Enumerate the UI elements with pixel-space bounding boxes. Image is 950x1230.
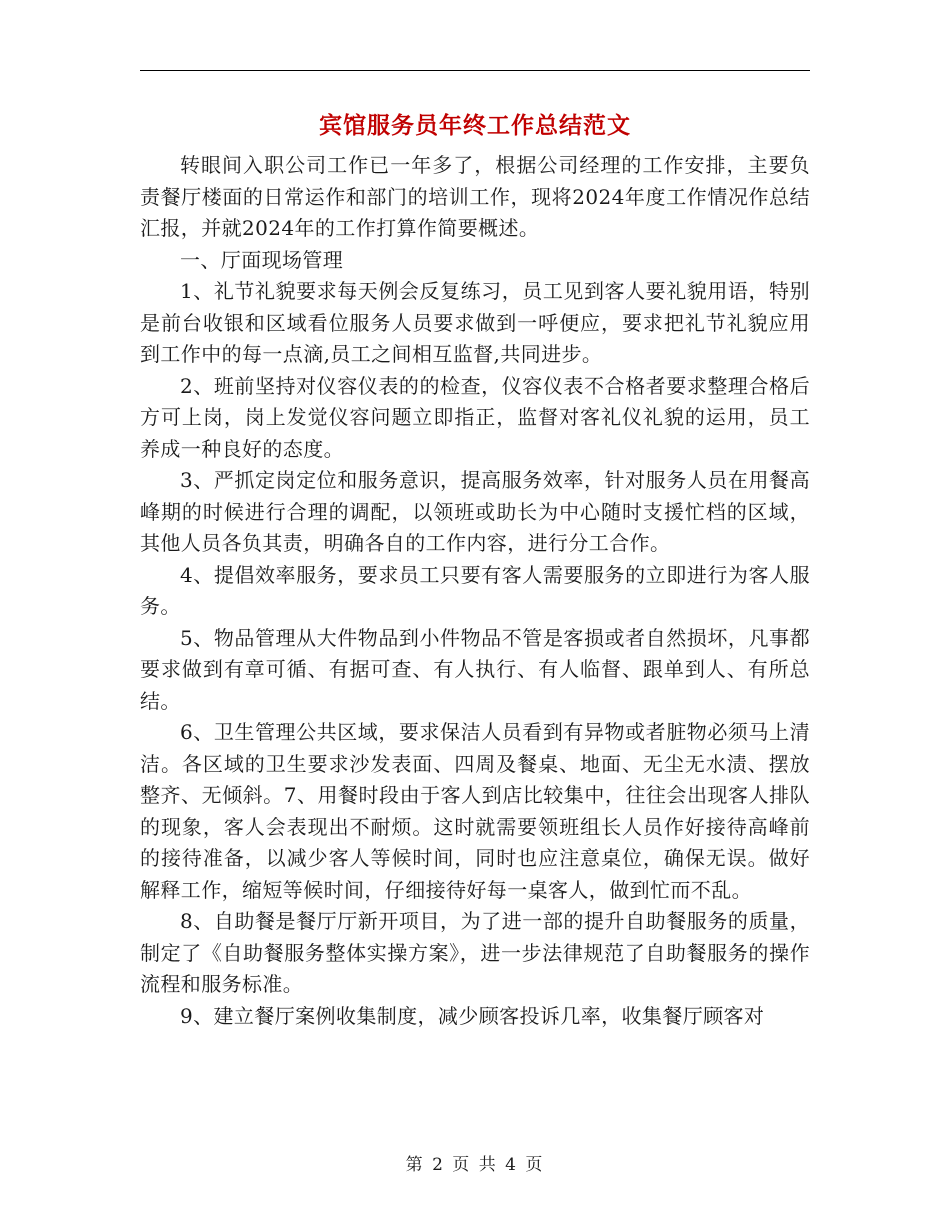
paragraph-item-2: 2、班前坚持对仪容仪表的的检查，仪容仪表不合格者要求整理合格后方可上岗，岗上发觉仪容问题立即指正，监督对客礼仪礼貌的运用，员工养成一种良好的态度。: [140, 373, 810, 461]
page-footer: 第 2 页 共 4 页: [405, 1155, 545, 1175]
section-heading: 一、厅面现场管理: [180, 247, 344, 272]
document-title: 宾馆服务员年终工作总结范文: [319, 112, 631, 139]
paragraph-intro: 转眼间入职公司工作已一年多了，根据公司经理的工作安排，主要负责餐厅楼面的日常运作和部门的培训工作，现将2024年度工作情况作总结汇报，并就2024年的工作打算作简要概述。: [140, 153, 810, 240]
paragraph-item-6-7: 6、卫生管理公共区域，要求保洁人员看到有异物或者脏物必须马上清洁。各区域的卫生要求沙发表面、四周及餐桌、地面、无尘无水渍、摆放整齐、无倾斜。7、用餐时段由于客人到店比较集中，往往会出现客人排队的现象，客人会表现出不耐烦。这时就需要领班组长人员作好接待高峰前的接待准备，以减少客人等候时间，同时也应注意桌位，确保无误。做好解释工作，缩短等候时间，仔细接待好每一桌客人，做到忙而不乱。: [140, 720, 810, 902]
paragraph-item-5: 5、物品管理从大件物品到小件物品不管是客损或者自然损坏，凡事都要求做到有章可循、有据可查、有人执行、有人临督、跟单到人、有所总结。: [140, 625, 810, 713]
paragraph-item-9: 9、建立餐厅案例收集制度，减少顾客投诉几率，收集餐厅顾客对: [180, 1003, 765, 1028]
header-rule: [140, 70, 810, 71]
document-body: [140, 150, 810, 1032]
paragraph-item-1: 1、礼节礼貌要求每天例会反复练习，员工见到客人要礼貌用语，特别是前台收银和区域看位服务人员要求做到一呼便应，要求把礼节礼貌应用到工作中的每一点滴,员工之间相互监督,共同进步。: [140, 279, 810, 366]
paragraph-item-3: 3、严抓定岗定位和服务意识，提高服务效率，针对服务人员在用餐高峰期的时候进行合理的调配，以领班或助长为中心随时支援忙档的区域，其他人员各负其责，明确各自的工作内容，进行分工合作。: [140, 468, 810, 555]
paragraph-item-4: 4、提倡效率服务，要求员工只要有客人需要服务的立即进行为客人服务。: [140, 562, 810, 618]
paragraph-item-8: 8、自助餐是餐厅厅新开项目，为了进一部的提升自助餐服务的质量，制定了《自助餐服务整体实操方案》，进一步法律规范了自助餐服务的操作流程和服务标准。: [140, 909, 810, 996]
